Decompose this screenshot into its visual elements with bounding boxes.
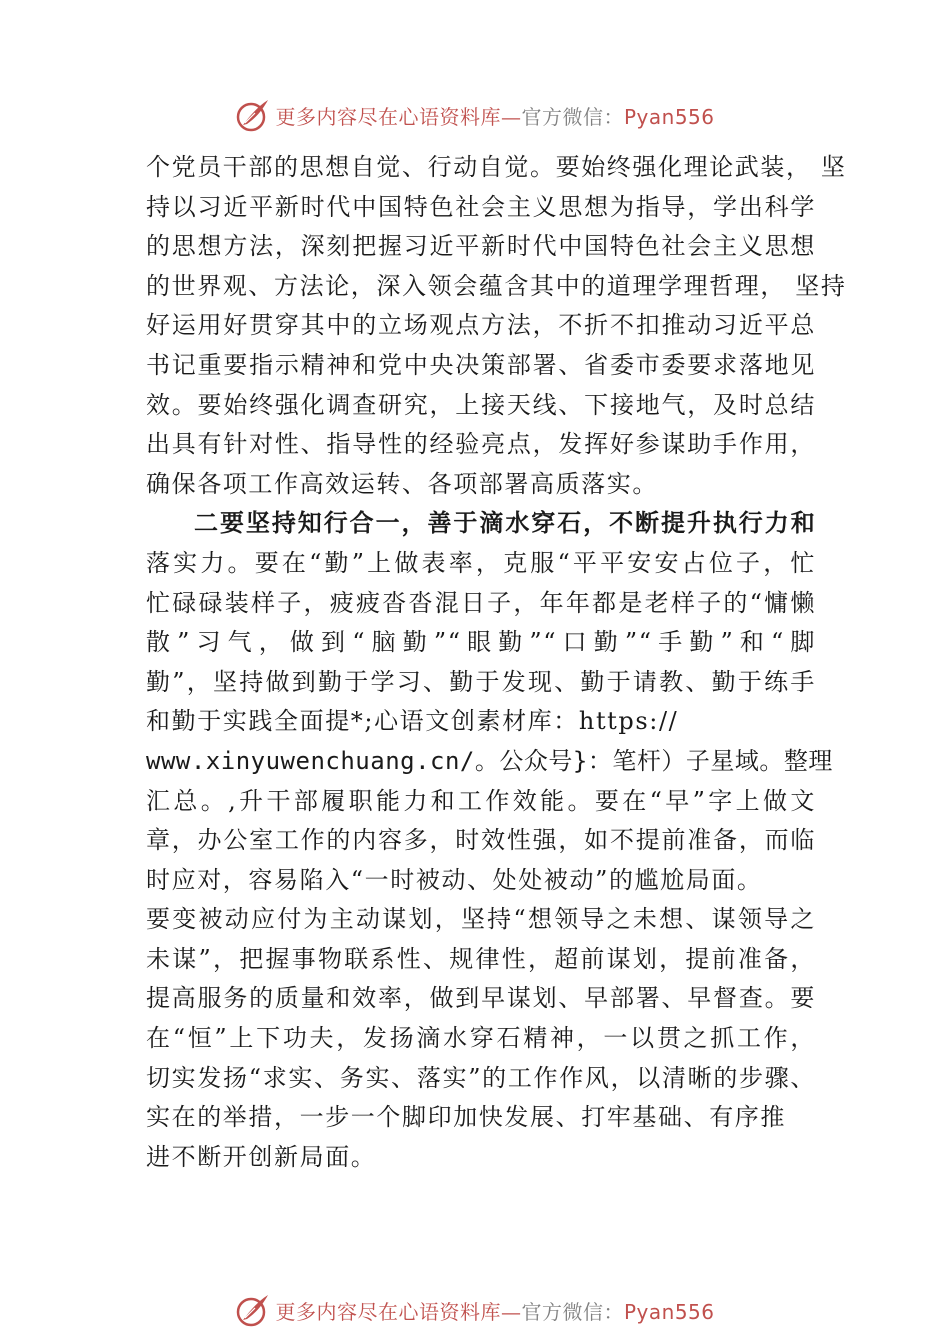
body-line: 落实力。要在“勤”上做表率，克服“平平安安占位子，忙 [146, 548, 816, 577]
body-line: 确保各项工作高效运转、各项部署高质落实。 [146, 469, 658, 498]
body-line: 好运用好贯穿其中的立场观点方法，不折不扣推动习近平总 [146, 311, 816, 340]
header-dash: — [500, 104, 522, 129]
footer-banner [0, 1290, 950, 1330]
footer-wechat-id: Pyan556 [623, 1299, 715, 1324]
body-line: 和勤于实践全面提*;心语文创素材库：https:// [146, 707, 679, 736]
header-wechat-label: 官方微信： [521, 104, 624, 129]
document-body [146, 148, 847, 1177]
header-brand: 更多内容尽在心语资料库 [275, 104, 501, 129]
quill-logo-icon [235, 1292, 271, 1328]
body-line: 在“恒”上下功夫，发扬滴水穿石精神，一以贯之抓工作， [146, 1024, 816, 1053]
body-line: 未谋”，把握事物联系性、规律性，超前谋划，提前准备， [146, 944, 816, 973]
body-line: 进不断开创新局面。 [146, 1142, 377, 1171]
header-wechat-id: Pyan556 [623, 104, 715, 129]
quill-logo-icon [235, 97, 271, 133]
body-line: 提高服务的质量和效率，做到早谋划、早部署、早督查。要 [146, 984, 816, 1013]
body-line: 忙碌碌装样子，疲疲沓沓混日子，年年都是老样子的“慵懒 [146, 588, 816, 617]
body-line: 要变被动应付为主动谋划，坚持“想领导之未想、谋领导之 [146, 905, 816, 934]
body-line: 书记重要指示精神和党中央决策部署、省委市委要求落地见 [146, 350, 816, 379]
body-line: 出具有针对性、指导性的经验亮点，发挥好参谋助手作用， [146, 430, 816, 459]
footer-dash: — [500, 1299, 522, 1324]
header-text [275, 101, 714, 130]
body-line: 的思想方法，深刻把握习近平新时代中国特色社会主义思想 [146, 232, 816, 261]
body-line: 时应对，容易陷入“一时被动、处处被动”的尴尬局面。 [146, 865, 763, 894]
body-line: 持以习近平新时代中国特色社会主义思想为指导，学出科学 [146, 192, 816, 221]
footer-brand: 更多内容尽在心语资料库 [275, 1299, 501, 1324]
body-line: 效。要始终强化调查研究，上接天线、下接地气，及时总结 [146, 390, 816, 419]
footer-wechat-label: 官方微信： [521, 1299, 624, 1324]
body-line: 切实发扬“求实、务实、落实”的工作作风，以清晰的步骤、 [146, 1063, 816, 1092]
body-line: 勤”，坚持做到勤于学习、勤于发现、勤于请教、勤于练手 [146, 667, 816, 696]
body-line: 个党员干部的思想自觉、行动自觉。要始终强化理论武装， 坚 [146, 153, 847, 181]
body-line: 实在的举措，一步一个脚印加快发展、打牢基础、有序推 [146, 1103, 786, 1132]
body-line-url: www.xinyuwenchuang.cn/。公众号}：笔杆）子星域。整理 [146, 746, 833, 775]
body-line: 汇总。,升干部履职能力和工作效能。要在“早”字上做文 [146, 786, 816, 815]
body-line: 章，办公室工作的内容多，时效性强，如不提前准备，而临 [146, 826, 816, 855]
body-line: 的世界观、方法论，深入领会蕴含其中的道理学理哲理， 坚持 [146, 271, 847, 300]
footer-text [275, 1296, 714, 1325]
header-banner [0, 95, 950, 135]
section-heading: 二要坚持知行合一，善于滴水穿石，不断提升执行力和 [194, 509, 816, 538]
body-line: 散”习气，做到“脑勤”“眼勤”“口勤”“手勤”和“脚 [146, 628, 816, 657]
